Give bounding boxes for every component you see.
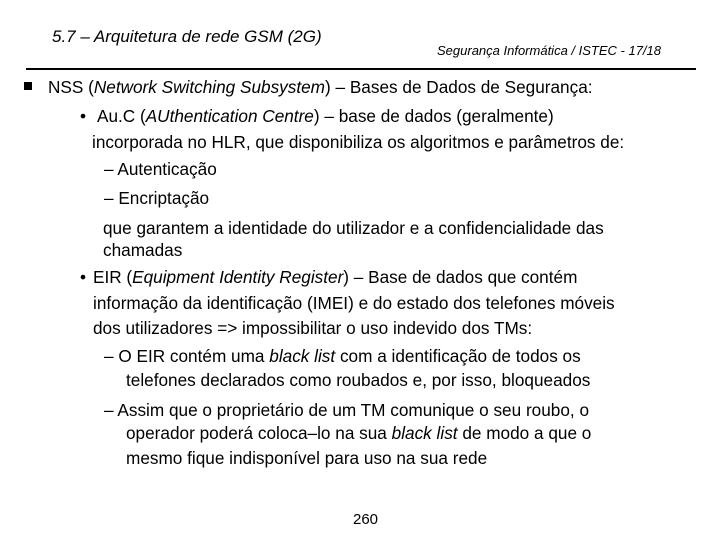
eir-sub2-line-3: mesmo fique indisponível para uso na sua rede [126,448,488,468]
auc-bullet: • [80,106,87,126]
eir-sub1-line-2: telefones declarados como roubados e, por isso, bloqueados [126,370,591,390]
eir-line-2: informação da identificação (IMEI) e do estado dos telefones móveis [93,293,615,313]
slide-header-right: Segurança Informática / ISTEC - 17/18 [437,43,661,58]
eir-text-a: EIR ( [93,267,133,287]
auc-sub-autenticacao: – Autenticação [104,159,217,179]
eir-sub2-text-c: de modo a que o [457,423,592,443]
eir-sub1-text-b: black list [269,346,336,366]
auc-text-b: AUthentication Centre [145,106,314,126]
eir-sub2-text-b: black list [391,423,458,443]
auc-line-2: incorporada no HLR, que disponibiliza os algoritmos e parâmetros de: [92,132,625,152]
auc-text-c: ) – base de dados (geralmente) [313,106,554,126]
eir-sub1-text-a: – O EIR contém uma [104,346,270,366]
auc-line-1 [97,106,554,126]
auc-text-a: Au.C ( [97,106,146,126]
auc-after-line-2: chamadas [103,240,183,260]
nss-line [48,77,593,97]
header-divider [26,68,696,70]
eir-line-3: dos utilizadores => impossibilitar o uso indevido dos TMs: [93,318,533,338]
eir-sub2-line-2 [126,423,591,443]
eir-bullet: • [80,267,87,287]
eir-sub2-text-a: operador poderá coloca–lo na sua [126,423,392,443]
nss-text-a: NSS ( [48,77,94,97]
eir-text-b: Equipment Identity Register [132,267,344,287]
eir-sub1-text-c: com a identificação de todos os [335,346,581,366]
auc-sub-encriptacao: – Encriptação [104,188,210,208]
nss-text-b: Network Switching Subsystem [93,77,326,97]
page-number: 260 [353,511,379,528]
slide-title: 5.7 – Arquitetura de rede GSM (2G) [52,27,322,46]
auc-after-line-1: que garantem a identidade do utilizador e a confidencialidade das [103,218,604,238]
nss-text-c: ) – Bases de Dados de Segurança: [325,77,593,97]
eir-text-c: ) – Base de dados que contém [343,267,578,287]
eir-sub2-line-1: – Assim que o proprietário de um TM comunique o seu roubo, o [104,400,590,420]
eir-sub1-line-1 [104,346,581,366]
bullet-square-icon [24,82,32,90]
eir-line-1 [93,267,577,287]
